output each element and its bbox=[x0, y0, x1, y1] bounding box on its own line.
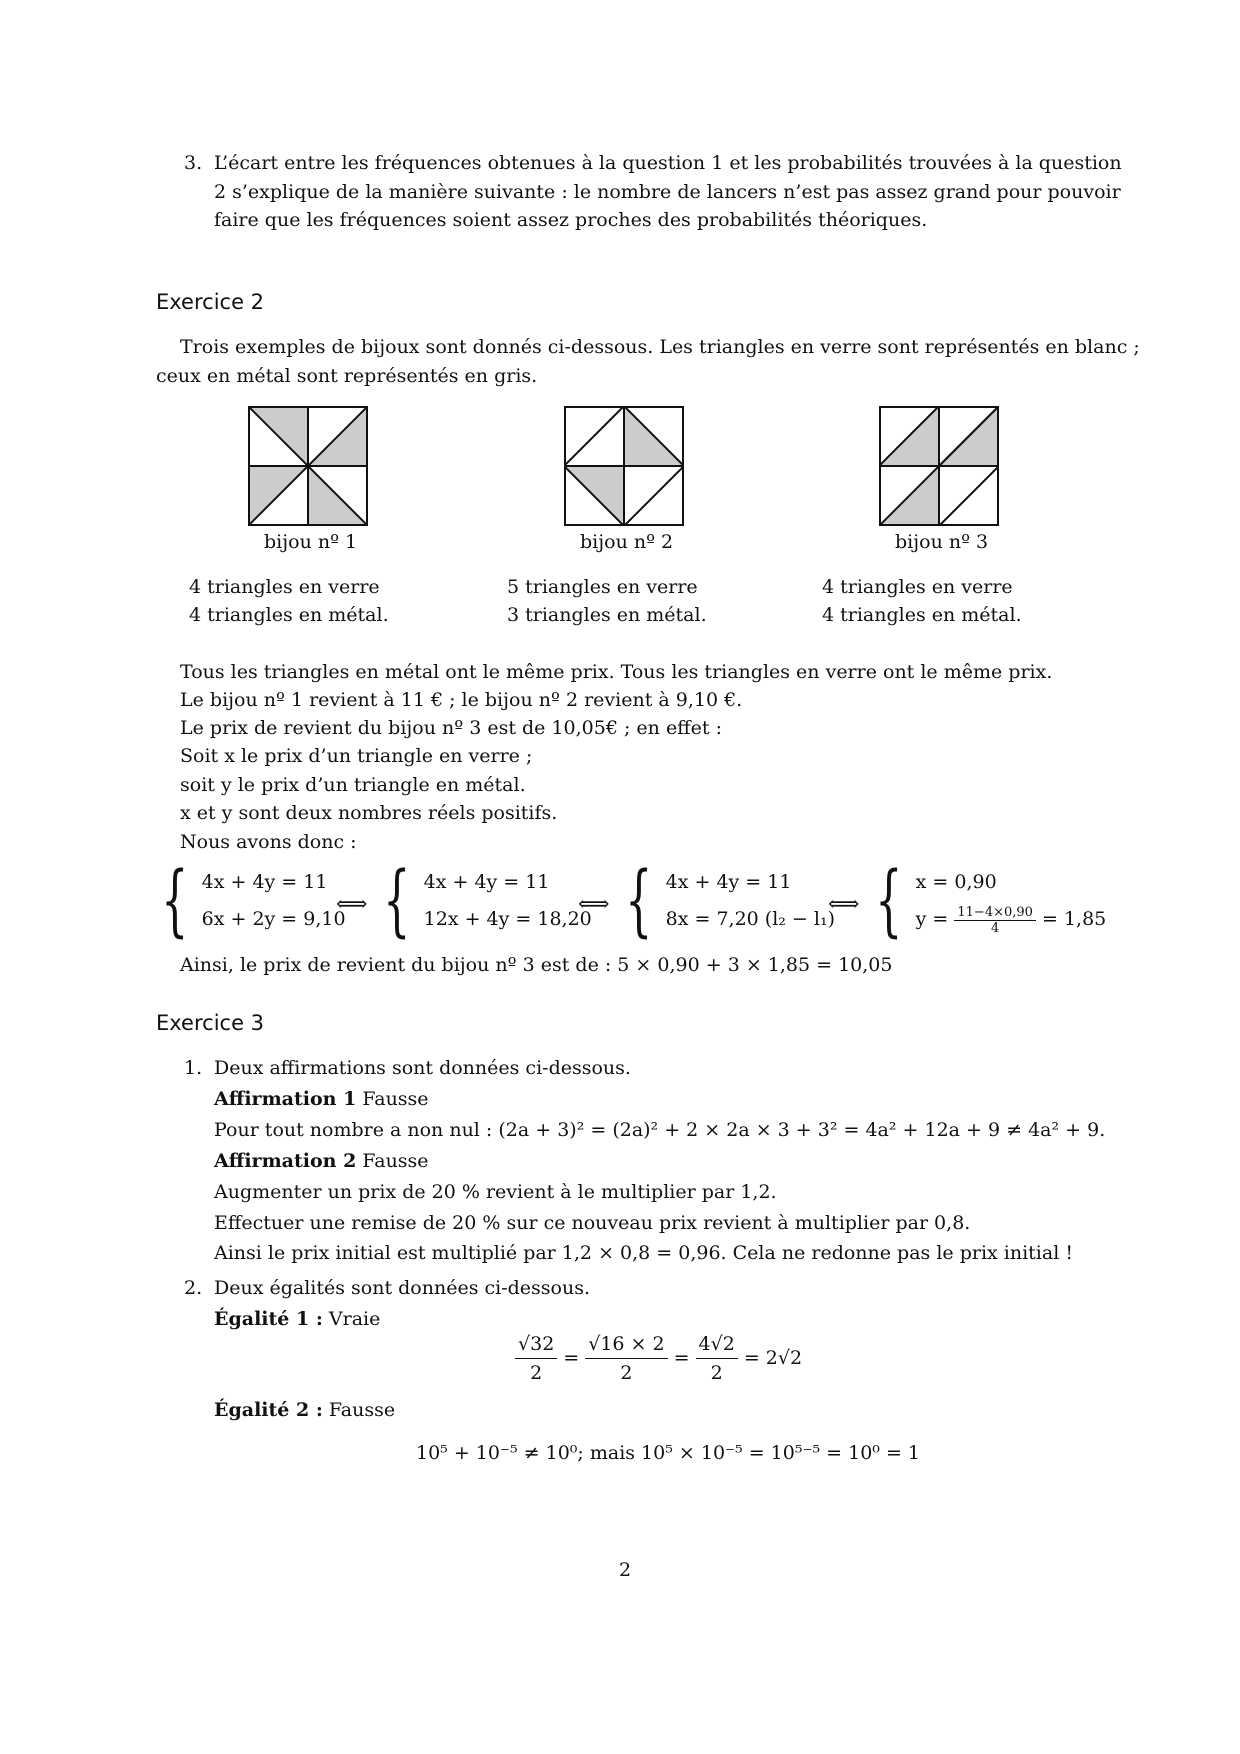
body-line-4: Soit x le prix d’un triangle en verre ; bbox=[180, 745, 533, 767]
intro-line-1: Trois exemples de bijoux sont donnés ci-dessous. Les triangles en verre sont représentés en blanc ; bbox=[180, 336, 1140, 358]
bijou-1-label: bijou nº 1 bbox=[264, 531, 358, 553]
equation: 4x + 4y = 11 bbox=[665, 871, 792, 893]
affirmation-label: Affirmation 1 bbox=[214, 1088, 357, 1110]
equation-rhs: = 1,85 bbox=[1041, 908, 1107, 930]
item3-line-3: faire que les fréquences soient assez proches des probabilités théoriques. bbox=[214, 209, 928, 231]
egalite-label: Égalité 2 : bbox=[214, 1399, 323, 1421]
item-number: 1. bbox=[184, 1057, 203, 1079]
denominator: 2 bbox=[620, 1362, 633, 1384]
item-number: 3. bbox=[184, 152, 203, 174]
exercise-3-heading: Exercice 3 bbox=[156, 1011, 265, 1035]
body-line-1: Tous les triangles en métal ont le même prix. Tous les triangles en verre ont le même prix. bbox=[180, 661, 1053, 683]
bijou-3-metal: 4 triangles en métal. bbox=[822, 604, 1022, 626]
numerator: 11−4×0,90 bbox=[954, 905, 1036, 921]
affirmation-verdict: Fausse bbox=[362, 1088, 429, 1110]
bijou-1-metal: 4 triangles en métal. bbox=[189, 604, 389, 626]
egalite-verdict: Vraie bbox=[328, 1308, 381, 1330]
equation-lhs: y = bbox=[915, 908, 949, 930]
exercise-2-heading: Exercice 2 bbox=[156, 290, 265, 314]
system-3: { 4x + 4y = 11 8x = 7,20 (l₂ − l₁) bbox=[625, 856, 835, 946]
body-line-6: x et y sont deux nombres réels positifs. bbox=[180, 802, 558, 824]
fraction bbox=[585, 1330, 667, 1387]
item-number: 2. bbox=[184, 1277, 203, 1299]
fraction bbox=[696, 1330, 738, 1387]
equation: 4x + 4y = 11 bbox=[423, 871, 550, 893]
equivalence-symbol: ⟺ bbox=[336, 892, 368, 917]
affirmation-1 bbox=[214, 1085, 429, 1114]
denominator: 2 bbox=[710, 1362, 723, 1384]
equation: x = 0,90 bbox=[915, 871, 997, 893]
system-4: { x = 0,90 y = $\frac{11-4\times 0,90}{4}$ = 1,85 bbox=[875, 856, 1107, 946]
body-line-3: Le prix de revient du bijou nº 3 est de 10,05€ ; en effet : bbox=[180, 717, 723, 739]
numerator: √16 × 2 bbox=[585, 1330, 667, 1359]
affirmation-1-proof: Pour tout nombre a non nul : (2a + 3)² = (2a)² + 2 × 2a × 3 + 3² = 4a² + 12a + 9 ≠ 4a² + 9. bbox=[214, 1119, 1106, 1141]
page-number: 2 bbox=[619, 1559, 632, 1581]
bijou-3-figure bbox=[879, 406, 999, 526]
egalite-label: Égalité 1 : bbox=[214, 1308, 323, 1330]
equation bbox=[916, 901, 1107, 938]
system-2: { 4x + 4y = 11 12x + 4y = 18,20 bbox=[383, 856, 592, 946]
equation: 4x + 4y = 11 bbox=[201, 871, 328, 893]
affirmation-verdict: Fausse bbox=[362, 1150, 429, 1172]
item3-line-2: 2 s’explique de la manière suivante : le nombre de lancers n’est pas assez grand pour pouvoir bbox=[214, 181, 1121, 203]
item1-intro: Deux affirmations sont données ci-dessous. bbox=[214, 1057, 631, 1079]
conclusion: Ainsi, le prix de revient du bijou nº 3 est de : 5 × 0,90 + 3 × 1,85 = 10,05 bbox=[180, 954, 893, 976]
bijou-2-figure bbox=[564, 406, 684, 526]
affirmation-2-line-2: Effectuer une remise de 20 % sur ce nouveau prix revient à multiplier par 0,8. bbox=[214, 1212, 971, 1234]
affirmation-2-line-1: Augmenter un prix de 20 % revient à le multiplier par 1,2. bbox=[214, 1181, 777, 1203]
egalite-1 bbox=[214, 1305, 380, 1334]
bijou-1-verre: 4 triangles en verre bbox=[189, 576, 380, 598]
bijou-3-verre: 4 triangles en verre bbox=[822, 576, 1013, 598]
affirmation-label: Affirmation 2 bbox=[214, 1150, 357, 1172]
bijou-2-verre: 5 triangles en verre bbox=[507, 576, 698, 598]
system-1: { 4x + 4y = 11 6x + 2y = 9,10 bbox=[161, 856, 346, 946]
denominator: 4 bbox=[991, 920, 1000, 936]
affirmation-2-line-3: Ainsi le prix initial est multiplié par 1,2 × 0,8 = 0,96. Cela ne redonne pas le prix initial ! bbox=[214, 1242, 1073, 1264]
fraction bbox=[515, 1330, 557, 1387]
intro-line-2: ceux en métal sont représentés en gris. bbox=[156, 365, 538, 387]
egalite-1-equation bbox=[515, 1330, 802, 1387]
bijou-1-figure bbox=[248, 406, 368, 526]
numerator: 4√2 bbox=[696, 1330, 738, 1359]
bijou-2-metal: 3 triangles en métal. bbox=[507, 604, 707, 626]
fraction bbox=[954, 905, 1036, 936]
egalite-2 bbox=[214, 1396, 395, 1425]
equation: 8x = 7,20 (l₂ − l₁) bbox=[665, 908, 835, 930]
bijou-2-label: bijou nº 2 bbox=[580, 531, 674, 553]
body-line-2: Le bijou nº 1 revient à 11 € ; le bijou nº 2 revient à 9,10 €. bbox=[180, 689, 743, 711]
equals-sign: = bbox=[673, 1347, 690, 1369]
egalite-2-equation: 10⁵ + 10⁻⁵ ≠ 10⁰; mais 10⁵ × 10⁻⁵ = 10⁵⁻⁵ = 10⁰ = 1 bbox=[416, 1442, 920, 1464]
equivalence-symbol: ⟺ bbox=[578, 892, 610, 917]
item3-line-1: L’écart entre les fréquences obtenues à la question 1 et les probabilités trouvées à la question bbox=[214, 152, 1122, 174]
numerator: √32 bbox=[515, 1330, 557, 1359]
affirmation-2 bbox=[214, 1147, 429, 1176]
equivalence-symbol: ⟺ bbox=[828, 892, 860, 917]
item2-intro: Deux égalités sont données ci-dessous. bbox=[214, 1277, 590, 1299]
equation: 12x + 4y = 18,20 bbox=[423, 908, 592, 930]
equation: 6x + 2y = 9,10 bbox=[201, 908, 346, 930]
bijou-3-label: bijou nº 3 bbox=[895, 531, 989, 553]
egalite-verdict: Fausse bbox=[328, 1399, 396, 1421]
body-line-5: soit y le prix d’un triangle en métal. bbox=[180, 774, 526, 796]
body-line-7: Nous avons donc : bbox=[180, 831, 357, 853]
equals-sign: = bbox=[563, 1347, 580, 1369]
denominator: 2 bbox=[530, 1362, 543, 1384]
result: = 2√2 bbox=[743, 1347, 803, 1369]
